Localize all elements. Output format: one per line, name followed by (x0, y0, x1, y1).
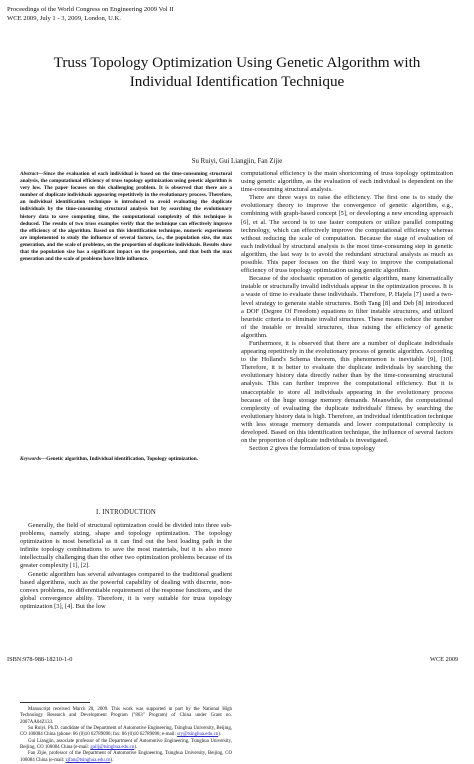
body-paragraph: Because of the stochastic operation of genetic algorithm, many kinematically instable or structurally invalid individuals appear in the optimization process. It is a waste of time to evaluate these individuals. Therefore, P. Hajela [7] used a two-level strategy to generate stable structures. Both Tang [8] and Deb [8] introduced a DOF (Degree Of Freedom) equations to filter instable structures, and utilized heuristic criteria to eliminate invalid structures. These means reduce the number of the instable or invalid structures, thus raising the efficiency of genetic algorithm. (241, 275, 453, 339)
intro-right-body (241, 170, 453, 453)
body-paragraph: Furthermore, it is observed that there are a number of duplicate individuals appearing repetitively in the evolutionary process of genetic algorithm. According to the Holland's Schema theorem, this phenomenon is inevitable [9], [10]. Therefore, it is better to evaluate the duplicate individuals by searching the evolutionary history data directly rather than by the time-consuming structural analysis. This can further improve the computational efficiency. But it is unacceptable to store all individuals appearing in the evolutionary process because of the huge storage memory demands. Meanwhile, the computational complexity of evaluating the duplicate individuals' fitness by searching the evolutionary history data is high. Therefore, an individual identification technique with less storage memory demands and lower computational complexity is developed. Based on this identification technique, the influence of several factors on the proportion of duplicate individuals is investigated. (241, 339, 453, 445)
footnote-author-1-end: ). (218, 732, 222, 738)
body-paragraph: computational efficiency is the main shortcoming of truss topology optimization using genetic algorithm, as the evaluation of each individual is dependent on the time-consuming structural analysis. (241, 170, 453, 194)
running-header (7, 6, 307, 23)
footnotes (20, 707, 232, 764)
footnote-author-3-text: Fan Zijie, professor of the Department of Automotive Engineering, Tsinghua University, Beijing, CO 100084 China (e-mail: (20, 751, 232, 763)
footnote-author-3 (20, 751, 232, 764)
abstract-text: —Since the evaluation of each individual is based on the time-consuming structural analysis, the computational efficiency of truss topology optimization using genetic algorithm is very low. The paper focuses on this challenging problem. It is observed that there are a number of duplicate individuals appearing repetitively in the evolutionary process. Therefore, an individual identification technique is introduced to avoid evaluating the duplicate individuals by the time-consuming structural analysis but by searching the evolutionary history data to save computing time, the computational complexity of this technique is deduced. The results of two truss examples verify that the technique can effectively improve the efficiency of the algorithm. Based on this identification technique, numeric experiments are implemented to study the influence of several factors, i.e., the population size, the max generation, and the scale of problems, on the proportion of duplicate individuals. Results show that the population size has a significant impact on the proportion, and that both the max generation and the scale of problems have little influence. (20, 171, 232, 263)
header-proceedings: Proceedings of the World Congress on Engineering 2009 Vol II (7, 6, 174, 13)
email-link[interactable]: sry@tsinghua.edu.cn (177, 732, 219, 738)
abstract-lead: Abstract (20, 171, 39, 177)
body-paragraph: Genetic algorithm has several advantages compared to the traditional gradient based algorithms, such as the powerful capability of dealing with discrete, non-convex problems, no differentiable requirement of the response functions, and the global convergence ability. Therefore, it is very suitable for truss topology optimization [3], [4]. But the low (20, 570, 232, 610)
abstract (20, 171, 232, 263)
body-paragraph: Section 2 gives the formulation of truss topology (249, 445, 376, 453)
footnote-rule (20, 702, 90, 703)
email-link[interactable]: gailj@tsinghua.edu.cn (90, 745, 135, 751)
footer-conference: WCE 2009 (430, 656, 459, 663)
footnote-author-3-end: ). (110, 757, 114, 763)
footer-isbn: ISBN:978-988-18210-1-0 (7, 656, 73, 663)
body-paragraph: Generally, the field of structural optimization could be divided into three sub-problems, namely sizing, shape and topology optimization. The topology optimization is most beneficial as it can find out the best loading path in the infinite topology combinations to save the most materials, but it is also more intellectually challenging than the other two optimization problems because of its greater complexity [1], [2]. (20, 522, 232, 570)
keywords-text: —Genetic algorithm, Individual identification, Topology optimization. (41, 456, 198, 462)
paper-title: Truss Topology Optimization Using Genetic Algorithm with Individual Identification Technique (53, 54, 421, 90)
footnote-author-2 (20, 739, 232, 752)
body-paragraph: There are three ways to raise the efficiency. The first one is to study the evolutionary theory to improve the convergence of genetic algorithm, e.g., combining with graph-based concept [5], or developing a new encoding approach [6], et al. The second is to use faster computers or utilize parallel computing technology, which can effectively improve the computational efficiency whereas without reducing the scale of computation. Because the stage of evaluation of each individual by structural analysis is the most time-consuming step in genetic algorithm, the last way is to avoid the redundant structural analysis as much as possible. This paper focuses on the third way to improve the computational efficiency of truss topology optimization using genetic algorithm. (241, 194, 453, 275)
footnote-author-2-text: Gui Liangjin, associate professor of the Department of Automotive Engineering, Tsinghua University, Beijing, CO 100084 China (e-mail: (20, 738, 232, 751)
keywords (20, 456, 232, 463)
section-heading-introduction: I. INTRODUCTION (95, 509, 156, 516)
footnote-author-1 (20, 726, 232, 739)
footnote-author-1-text: Su Ruiyi, Ph.D. candidate of the Department of Automotive Engineering, Tsinghua University, Beijing, CO 100084 China (phone: 86 (0)10 62789096; fax: 86 (0)10 62789096; e-mail: (20, 726, 232, 738)
keywords-lead: Keywords (20, 456, 41, 462)
author-list: Su Ruiyi, Gui Liangjin, Fan Zijie (191, 158, 283, 165)
intro-left-body (20, 522, 232, 611)
email-link[interactable]: zjfan@tsinghua.edu.cn (65, 757, 111, 763)
footnote-manuscript: Manuscript received March 20, 2009. This work was supported in part by the National High Technology Research and Development Program ("863" Program) of China under Grant no. 2007AA04Z133. (20, 707, 232, 725)
footnote-author-2-end: ). (134, 745, 138, 751)
header-conference: WCE 2009, July 1 - 3, 2009, London, U.K. (7, 14, 121, 22)
